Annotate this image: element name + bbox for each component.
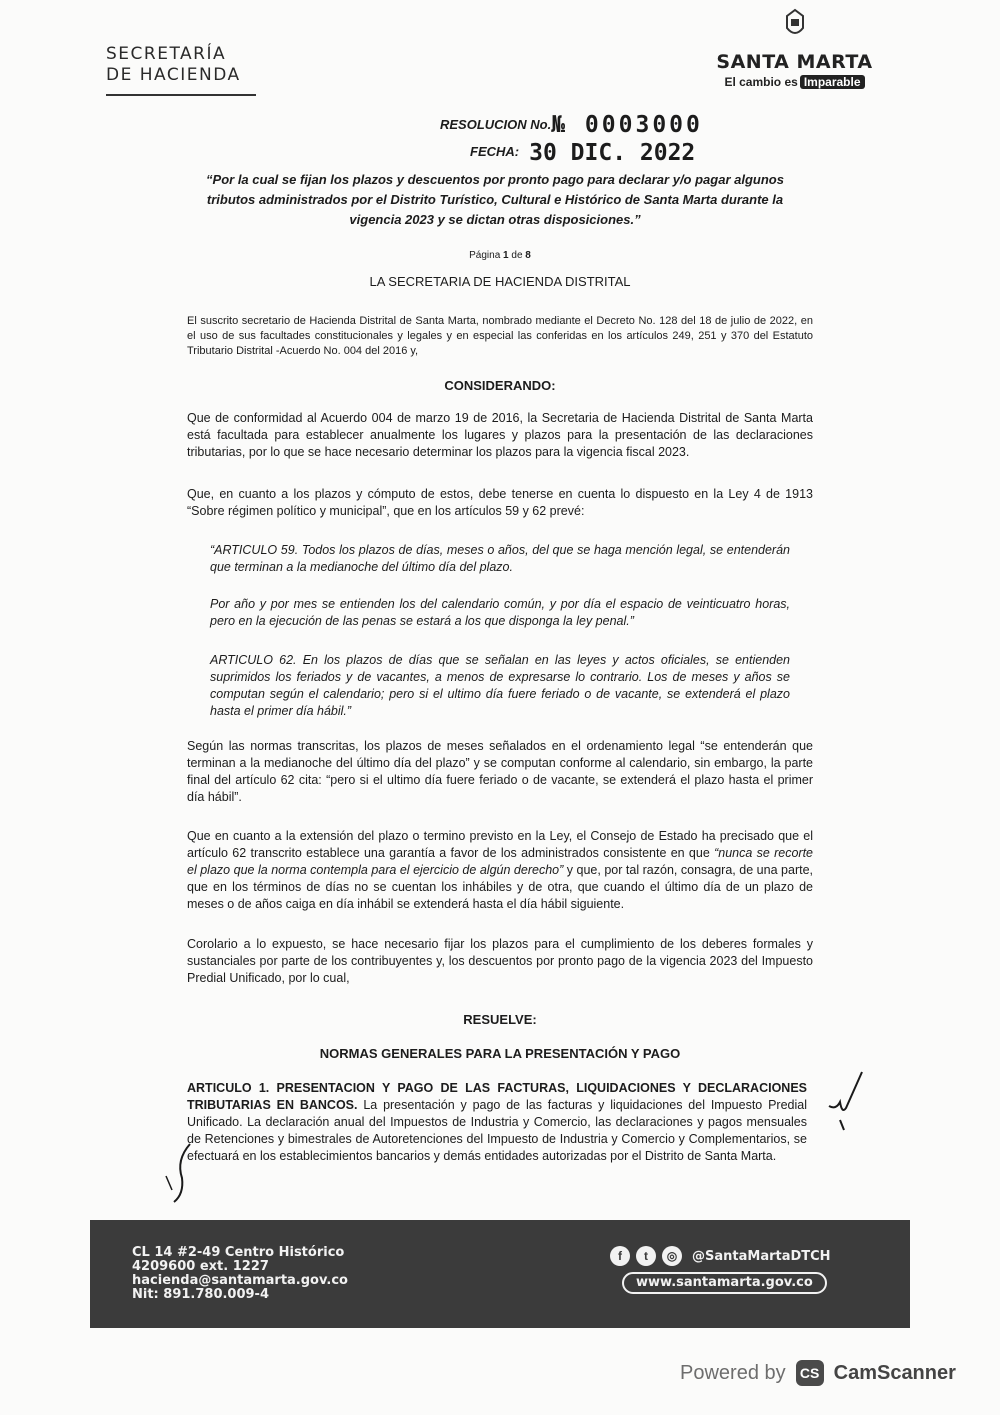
quote-article-59: “ARTICULO 59. Todos los plazos de días, meses o años, del que se haga mención legal, se entenderán que terminan a la medianoche del último día del plazo. [210,543,790,574]
margin-signature-icon [162,1140,196,1210]
secretaria-line1: SECRETARÍA [106,44,227,64]
slogan-text: El cambio es [724,75,798,89]
footer-website: www.santamarta.gov.co [622,1272,827,1294]
quote-article-62: ARTICULO 62. En los plazos de días que se señalan en las leyes y actos oficiales, se entienden suprimidos los feriados y de vacantes, a menos de expresarse lo contrario. Los de meses y años se computan según el calendario; pero si el ultimo día fuere feriado o de vacante, se extenderá el plazo hasta el primer día hábil.” [210,653,790,718]
slogan-badge: Imparable [800,75,865,89]
paragraph-4-end: y que, por tal razón, consagra, de una parte, que en los términos de días no se cuentan los inhábiles y de otra, que cuando el último día de un plazo de meses o de años caiga en día inhábil se extenderá hasta el día hábil siguiente. [187,863,814,911]
camscanner-watermark [680,1360,956,1386]
footer-address: CL 14 #2-49 Centro Histórico [132,1245,345,1260]
social-handle: @SantaMartaDTCH [692,1248,831,1264]
resolution-label: RESOLUCION No. [440,117,552,132]
considerando-heading: CONSIDERANDO: [444,378,556,393]
normas-heading: NORMAS GENERALES PARA LA PRESENTACIÓN Y PAGO [319,1046,681,1061]
document-title: “Por la cual se fijan los plazos y descuentos por pronto pago para declarar y/o pagar algunos tributos administrados por el Distrito Turístico, Cultural e Histórico de Santa Marta durante la vigencia 2023 y se dictan otras disposiciones.” [206,172,784,227]
quote-article-59-cont: Por año y por mes se entienden los del calendario común, y por día el espacio de veinticuatro horas, pero en la ejecución de las penas se estará a los que disponga la ley penal.” [210,597,790,628]
page-of: de [511,250,523,261]
secretaria-line2: DE HACIENDA [106,65,241,85]
authority-heading: LA SECRETARIA DE HACIENDA DISTRITAL [369,274,631,289]
twitter-icon: t [636,1246,656,1266]
page-label: Página [469,250,501,261]
secretaria-logo [106,44,241,86]
article-1-title: ARTICULO 1. PRESENTACION Y PAGO DE LAS FACTURAS, LIQUIDACIONES Y DECLARACIONES TRIBUTARIAS EN BANCOS. [187,1081,807,1112]
camscanner-logo-icon: CS [796,1360,824,1386]
paragraph-4-quote: “nunca se recorte el plazo que la norma contempla para el ejercicio de algún derecho” [187,846,813,877]
facebook-icon: f [610,1246,630,1266]
article-1 [187,1080,807,1165]
city-crest-icon [784,8,806,38]
secretaria-underline [106,94,256,96]
resolution-number [440,112,703,138]
date-label: FECHA: [470,144,520,159]
instagram-icon: ◎ [662,1246,682,1266]
resuelve-heading: RESUELVE: [463,1012,537,1027]
intro-paragraph: El suscrito secretario de Hacienda Distrital de Santa Marta, nombrado mediante el Decreto No. 128 del 18 de julio de 2022, en el uso de sus facultades constitucionales y legales y en especial las conferidas en los artículos 249, 251 y 370 del Estatuto Tributario Distrital -Acuerdo No. 004 del 2016 y, [187,315,813,357]
resolution-stamp: № 0003000 [551,112,703,138]
article-1-body: La presentación y pago de las facturas y liquidaciones del Impuesto Predial Unificado. La declaración anual del Impuestos de Industria y Comercio, las declaraciones y pagos mensuales de Retenciones y bimestrales de Autoretenciones del Impuesto de Industria y Comercio y Complementarios, se efectuará en los establecimientos bancarios y demás entidades autorizadas por el Distrito de Santa Marta. [187,1098,807,1163]
initials-signature-icon [826,1068,866,1138]
page-indicator [0,250,1000,261]
resolution-date [470,140,695,166]
paragraph-3: Según las normas transcritas, los plazos de meses señalados en el ordenamiento legal “se entenderán que terminan a la medianoche del último día del plazo” y se computan conforme al calendario, sin embargo, la parte final del artículo 62 cita: “pero si el ultimo día fuere feriado o de vacante, se extenderá el plazo hasta el primer día hábil”. [187,739,813,804]
city-name: SANTA MARTA [716,51,873,73]
santa-marta-logo [707,8,882,89]
powered-by-text: Powered by [680,1361,786,1384]
footer-phone: 4209600 ext. 1227 [132,1259,269,1274]
footer-contact [132,1246,348,1302]
paragraph-1: Que de conformidad al Acuerdo 004 de marzo 19 de 2016, la Secretaria de Hacienda Distrital de Santa Marta está facultada para establecer anualmente los lugares y plazos para la presentación de las declaraciones tributarias, por lo que se hace necesario determinar los plazos para la vigencia fiscal 2023. [187,411,813,459]
paragraph-4-start: Que en cuanto a la extensión del plazo o termino previsto en la Ley, el Consejo de Estado ha precisado que el artículo 62 transcrito establece una garantía a favor de los administrados consistente en que [187,829,813,860]
footer-social [610,1246,900,1294]
paragraph-4 [187,828,813,913]
page-current: 1 [503,250,509,261]
footer-bar [90,1220,910,1328]
page-total: 8 [525,250,531,261]
date-stamp: 30 DIC. 2022 [529,140,696,166]
paragraph-2: Que, en cuanto a los plazos y cómputo de estos, debe tenerse en cuenta lo dispuesto en la Ley 4 de 1913 “Sobre régimen político y municipal”, que en los artículos 59 y 62 prevé: [187,487,813,518]
footer-email: hacienda@santamarta.gov.co [132,1273,348,1288]
camscanner-name: CamScanner [833,1361,956,1384]
city-slogan [707,75,882,89]
footer-nit: Nit: 891.780.009-4 [132,1287,270,1302]
paragraph-5: Corolario a lo expuesto, se hace necesario fijar los plazos para el cumplimiento de los deberes formales y sustanciales por parte de los contribuyentes y, los descuentos por pronto pago de la vigencia 2023 del Impuesto Predial Unificado, por lo cual, [187,937,813,985]
